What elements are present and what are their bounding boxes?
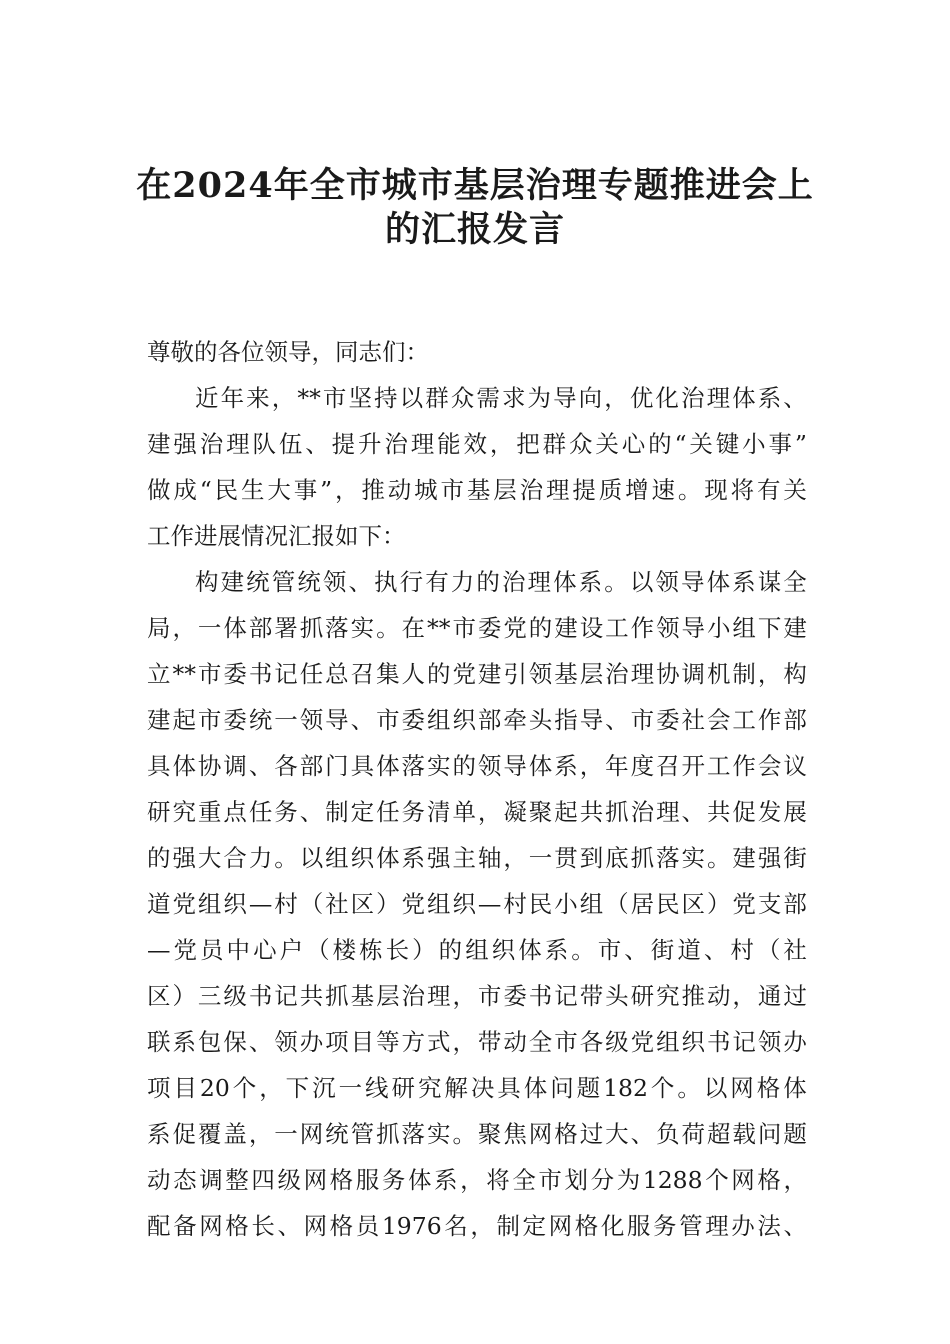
paragraph-line: 联 系 包 保 、 领 办 项 目 等 方 式 ， 带 动 全 市 各 级 党 组 织 书 记 领 办 xyxy=(147,1028,807,1056)
paragraph-line: 具 体 协 调 、 各 部 门 具 体 落 实 的 领 导 体 系 ， 年 度 召 开 工 作 会 议 xyxy=(147,752,807,780)
paragraph-line: 研 究 重 点 任 务 、 制 定 任 务 清 单 ， 凝 聚 起 共 抓 治 理 、 共 促 发 展 xyxy=(147,798,807,826)
paragraph-line: 项 目 20 个 ， 下 沉 一 线 研 究 解 决 具 体 问 题 182 个 。 以 网 格 体 xyxy=(147,1074,807,1102)
paragraph-line: 建 强 治 理 队 伍 、 提 升 治 理 能 效 ， 把 群 众 关 心 的 “ 关 键 小 事 ” xyxy=(147,430,807,458)
paragraph-line: 区 ） 三 级 书 记 共 抓 基 层 治 理 ， 市 委 书 记 带 头 研 究 推 动 ， 通 过 xyxy=(147,982,807,1010)
document-title-line-1: 在2024年全市城市基层治理专题推进会上 xyxy=(136,165,814,206)
paragraph-line: 立 ** 市 委 书 记 任 总 召 集 人 的 党 建 引 领 基 层 治 理 协 调 机 制 ， 构 xyxy=(147,660,807,688)
paragraph-line: 系 促 覆 盖 ， 一 网 统 管 抓 落 实 。 聚 焦 网 格 过 大 、 负 荷 超 载 问 题 xyxy=(147,1120,807,1148)
paragraph-line: 工作进展情况汇报如下： xyxy=(147,522,406,550)
paragraph-line: 近 年 来 ， ** 市 坚 持 以 群 众 需 求 为 导 向 ， 优 化 治 理 体 系 、 xyxy=(195,384,807,412)
paragraph-line: 的 强 大 合 力 。 以 组 织 体 系 强 主 轴 ， 一 贯 到 底 抓 落 实 。 建 强 街 xyxy=(147,844,807,872)
salutation: 尊敬的各位领导，同志们： xyxy=(147,338,429,366)
paragraph-line: 做 成 “ 民 生 大 事 ” ， 推 动 城 市 基 层 治 理 提 质 增 速 。 现 将 有 关 xyxy=(147,476,807,504)
paragraph-line: 构 建 统 管 统 领 、 执 行 有 力 的 治 理 体 系 。 以 领 导 体 系 谋 全 xyxy=(195,568,807,596)
paragraph-line: 局 ， 一 体 部 署 抓 落 实 。 在 ** 市 委 党 的 建 设 工 作 领 导 小 组 下 建 xyxy=(147,614,807,642)
paragraph-line: 动 态 调 整 四 级 网 格 服 务 体 系 ， 将 全 市 划 分 为 1288 个 网 格 ， xyxy=(147,1166,807,1194)
document-title-line-2: 的汇报发言 xyxy=(384,209,565,250)
paragraph-line: 配 备 网 格 长 、 网 格 员 1976 名 ， 制 定 网 格 化 服 务 管 理 办 法 、 xyxy=(147,1212,807,1240)
paragraph-line: — 党 员 中 心 户 （ 楼 栋 长 ） 的 组 织 体 系 。 市 、 街 道 、 村 （ 社 xyxy=(147,936,807,964)
paragraph-line: 道 党 组 织 — 村 （ 社 区 ） 党 组 织 — 村 民 小 组 （ 居 民 区 ） 党 支 部 xyxy=(147,890,807,918)
paragraph-line: 建 起 市 委 统 一 领 导 、 市 委 组 织 部 牵 头 指 导 、 市 委 社 会 工 作 部 xyxy=(147,706,807,734)
